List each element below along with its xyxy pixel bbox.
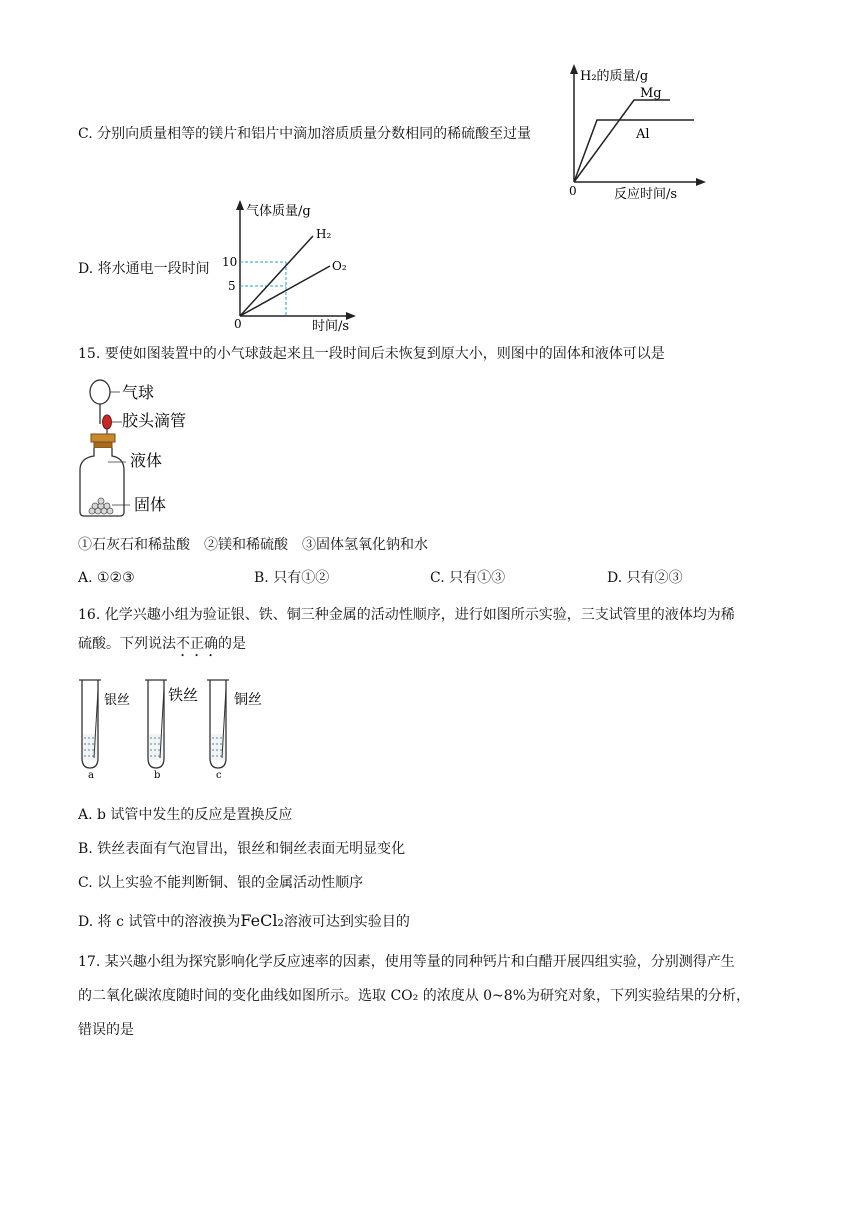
d-x-label: 时间/s — [312, 319, 350, 334]
q15-option-d: D. 只有②③ — [607, 570, 683, 586]
label-iron-wire: 铁丝 — [168, 686, 199, 704]
option-c-label: C. — [78, 126, 93, 142]
dropper-bulb — [103, 415, 112, 429]
d-series-o2-line — [240, 266, 330, 316]
q16-option-b: B. 铁丝表面有气泡冒出，银丝和铜丝表面无明显变化 — [78, 841, 406, 857]
option-d-text — [78, 259, 210, 279]
tube-a — [79, 680, 101, 768]
q17-stem-line1: 17. 某兴趣小组为探究影响化学反应速率的因素，使用等量的同种钙片和白醋开展四组实验，分别测得产生 — [78, 954, 735, 970]
label-copper-wire: 铜丝 — [234, 692, 262, 708]
q16-stem-emphasis: 不正确 — [176, 636, 218, 652]
q15-choices: ①石灰石和稀盐酸 ②镁和稀硫酸 ③固体氢氧化钠和水 — [78, 537, 428, 553]
q17-stem-line2: 的二氧化碳浓度随时间的变化曲线如图所示。选取 CO₂ 的浓度从 0~8%为研究对象，下列实验结果的分析， — [78, 988, 750, 1004]
c-y-label: H₂的质量/g — [580, 69, 649, 84]
d-label-h2: H₂ — [316, 227, 332, 241]
label-tube-a: a — [88, 770, 94, 781]
label-liquid: 液体 — [130, 451, 163, 470]
d-tick-10: 10 — [222, 255, 238, 269]
c-x-arrow — [696, 178, 706, 186]
q16-option-d — [78, 911, 410, 932]
c-label-al: Al — [636, 127, 650, 142]
q16-stem-line1: 16. 化学兴趣小组为验证银、铁、铜三种金属的活动性顺序，进行如图所示实验，三支试管里的液体均为稀 — [78, 607, 735, 623]
option-d-graph — [222, 196, 362, 336]
option-d-label: D. — [78, 261, 94, 277]
c-series-al-line — [574, 120, 694, 182]
label-dropper: 胶头滴管 — [122, 411, 187, 430]
stopper-bottom — [94, 442, 112, 448]
q16-option-a: A. b 试管中发生的反应是置换反应 — [78, 807, 293, 823]
d-y-arrow — [236, 200, 244, 210]
c-series-mg-line — [574, 100, 670, 182]
label-solid: 固体 — [134, 495, 167, 514]
c-y-arrow — [570, 64, 578, 74]
label-tube-b: b — [154, 770, 161, 781]
d-y-label: 气体质量/g — [246, 204, 311, 219]
d-origin: 0 — [234, 317, 242, 331]
balloon-shape — [90, 380, 110, 404]
q16-stem-pre: 硫酸。下列说法 — [78, 636, 176, 652]
q16-option-d-formula: FeCl₂ — [240, 911, 284, 930]
c-label-mg: Mg — [640, 86, 662, 101]
c-x-label: 反应时间/s — [614, 187, 678, 202]
q15-option-a: A. ①②③ — [78, 570, 135, 586]
q17-stem-line3: 错误的是 — [78, 1022, 134, 1038]
q16-option-c: C. 以上实验不能判断铜、银的金属活动性顺序 — [78, 875, 364, 891]
q15-stem: 15. 要使如图装置中的小气球鼓起来且一段时间后未恢复到原大小，则图中的固体和液体可以是 — [78, 346, 665, 362]
q16-stem-post: 的是 — [218, 636, 246, 652]
option-c-text — [78, 124, 531, 144]
option-c-statement: 分别向质量相等的镁片和铝片中滴加溶质质量分数相同的稀硫酸至过量 — [97, 126, 532, 142]
q15-option-b: B. 只有①② — [254, 570, 330, 586]
q16-test-tubes-figure — [74, 674, 274, 782]
option-d-statement: 将水通电一段时间 — [97, 261, 210, 277]
q16-option-d-pre: D. 将 c 试管中的溶液换为 — [78, 914, 241, 930]
tube-c — [207, 680, 229, 768]
q15-option-c: C. 只有①③ — [430, 570, 506, 586]
q16-stem-line2 — [78, 634, 246, 660]
q16-option-d-post: 溶液可达到实验目的 — [283, 914, 410, 930]
q15-apparatus-figure — [74, 378, 214, 520]
d-tick-5: 5 — [228, 279, 236, 293]
c-origin: 0 — [569, 184, 577, 198]
option-c-graph — [560, 62, 710, 204]
label-balloon: 气球 — [122, 383, 155, 402]
tube-b — [145, 680, 167, 768]
d-series-h2-line — [240, 236, 313, 316]
stopper-top — [91, 434, 115, 442]
label-tube-c: c — [216, 770, 222, 781]
label-silver-wire: 银丝 — [104, 693, 131, 708]
d-label-o2: O₂ — [332, 259, 347, 273]
